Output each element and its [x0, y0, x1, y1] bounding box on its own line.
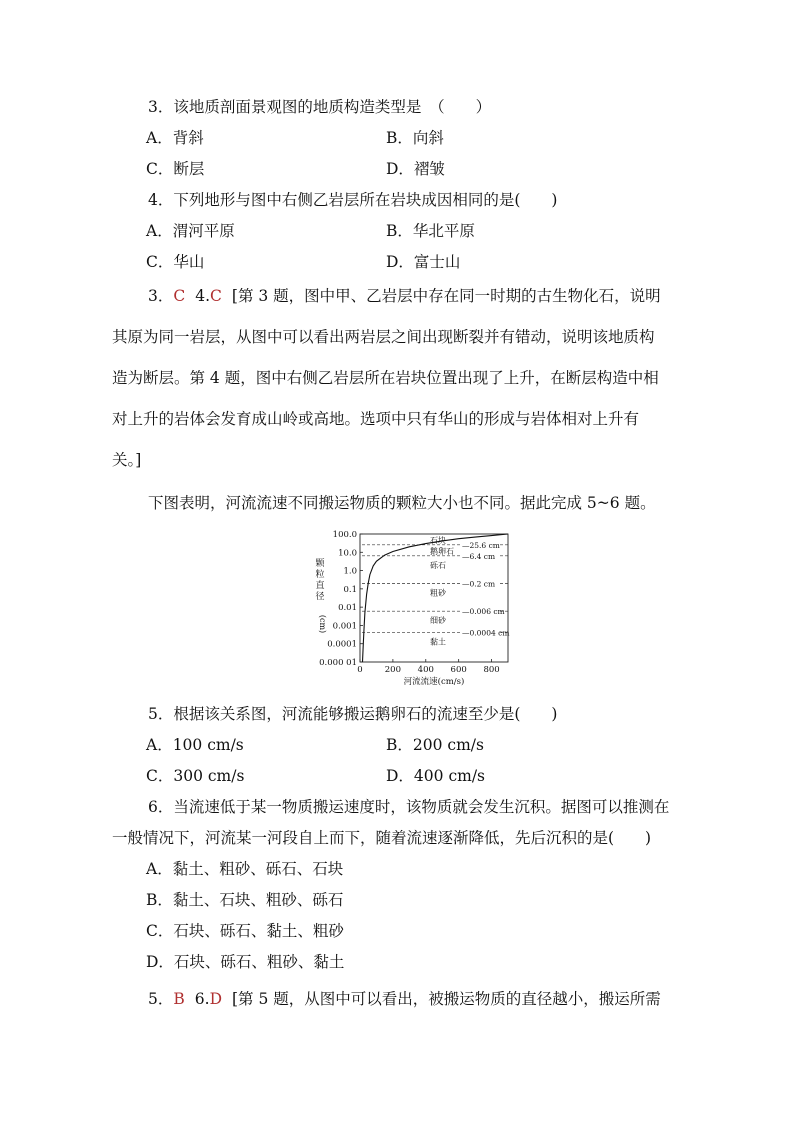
x-tick-label: 600 — [450, 665, 467, 675]
q6-stem-line2: 一般情况下，河流某一河段自上而下，随着流速逐渐降低，先后沉积的是( ) — [112, 829, 652, 847]
answer-5-6-line1 — [148, 989, 661, 1009]
q3-option-a: A．背斜 — [146, 129, 204, 147]
x-axis-label: 河流流速(cm/s) — [403, 677, 465, 687]
q6-option-a: A．黏土、粗砂、砾石、石块 — [146, 860, 344, 878]
x-tick-label: 400 — [417, 665, 434, 675]
threshold-label: —0.006 cm — [462, 607, 505, 617]
material-label: 细砂 — [430, 616, 446, 626]
answer-3-label: 3． — [148, 287, 174, 305]
x-tick-label: 800 — [483, 665, 500, 675]
x-tick-label: 0 — [357, 665, 363, 675]
q4-option-a: A．渭河平原 — [146, 222, 235, 240]
q4-option-d: D．富士山 — [386, 253, 461, 271]
y-axis-label-char: 颗 — [315, 559, 325, 569]
q3-option-d: D．褶皱 — [386, 160, 445, 178]
q4-stem: 4．下列地形与图中右侧乙岩层所在岩块成因相同的是( ) — [148, 191, 558, 209]
material-label: 黏土 — [430, 637, 446, 647]
q4-option-b: B．华北平原 — [386, 222, 475, 240]
q4-option-c: C．华山 — [146, 253, 205, 271]
y-tick-label: 0.01 — [338, 603, 357, 614]
y-axis-label-part: (cm) — [318, 614, 327, 634]
explanation-line: 造为断层。第 4 题，图中右侧乙岩层所在岩块位置出现了上升，在断层构造中相 — [112, 369, 659, 387]
answer-3-value: C — [173, 287, 186, 305]
material-label: 砾石 — [430, 560, 446, 570]
explanation-line: 关。] — [112, 451, 142, 469]
answer-5-label: 5． — [148, 990, 174, 1008]
explanation-text: [第 3 题，图中甲、乙岩层中存在同一时期的古生物化石，说明 — [231, 287, 661, 305]
explanation-line: 其原为同一岩层，从图中可以看出两岩层之间出现断裂并有错动，说明该地质构 — [112, 328, 655, 346]
q6-option-d: D．石块、砾石、粗砂、黏土 — [146, 953, 345, 971]
y-tick-label: 0.1 — [343, 584, 357, 595]
material-label: 粗砂 — [430, 588, 446, 598]
y-tick-label: 10.0 — [338, 548, 357, 559]
answer-4-label: 4. — [195, 287, 211, 305]
q5-option-c: C．300 cm/s — [146, 767, 245, 785]
answer-6-label: 6. — [194, 990, 210, 1008]
material-label: 石块 — [430, 535, 446, 545]
q3-option-c: C．断层 — [146, 160, 205, 178]
y-axis-label-char: 径 — [315, 592, 325, 602]
q5-option-d: D．400 cm/s — [386, 767, 485, 785]
x-tick-label: 200 — [384, 665, 402, 675]
material-label: 鹅卵石 — [430, 546, 454, 556]
answer-4-value: C — [210, 287, 222, 305]
q6-stem-line1: 6．当流速低于某一物质搬运速度时，该物质就会发生沉积。据图可以推测在 — [148, 798, 670, 816]
q3-option-b: B．向斜 — [386, 129, 444, 147]
y-tick-label: 0.000 01 — [319, 658, 357, 668]
y-tick-label: 1.0 — [343, 566, 357, 577]
answer-6-value: D — [209, 990, 222, 1008]
explanation-line: 对上升的岩体会发育成山岭或高地。选项中只有华山的形成与岩体相对上升有 — [112, 410, 640, 428]
q5-option-a: A．100 cm/s — [146, 736, 244, 754]
q6-option-c: C．石块、砾石、黏土、粗砂 — [146, 922, 344, 940]
velocity-grain-chart — [312, 528, 522, 688]
threshold-label: —6.4 cm — [462, 551, 496, 561]
answer-5-value: B — [173, 990, 185, 1008]
q3-stem: 3．该地质剖面景观图的地质构造类型是 （ ） — [148, 98, 492, 116]
explanation-text: [第 5 题，从图中可以看出，被搬运物质的直径越小，搬运所需 — [232, 990, 661, 1008]
threshold-label: —0.2 cm — [462, 579, 496, 589]
q5-stem: 5．根据该关系图，河流能够搬运鹅卵石的流速至少是( ) — [148, 705, 558, 723]
y-axis-label-char: 粒 — [315, 570, 325, 580]
intro-text: 下图表明，河流流速不同搬运物质的颗粒大小也不同。据此完成 5~6 题。 — [148, 494, 656, 512]
y-tick-label: 100.0 — [332, 530, 357, 540]
y-tick-label: 0.001 — [332, 621, 357, 632]
q5-option-b: B．200 cm/s — [386, 736, 484, 754]
threshold-label: —25.6 cm — [462, 540, 500, 550]
q6-option-b: B．黏土、石块、粗砂、砾石 — [146, 891, 344, 909]
y-tick-label: 0.0001 — [327, 639, 357, 650]
y-axis-label-char: 直 — [315, 581, 325, 591]
threshold-label: —0.0004 cm — [462, 628, 510, 638]
answer-3-4-line1 — [148, 286, 661, 306]
